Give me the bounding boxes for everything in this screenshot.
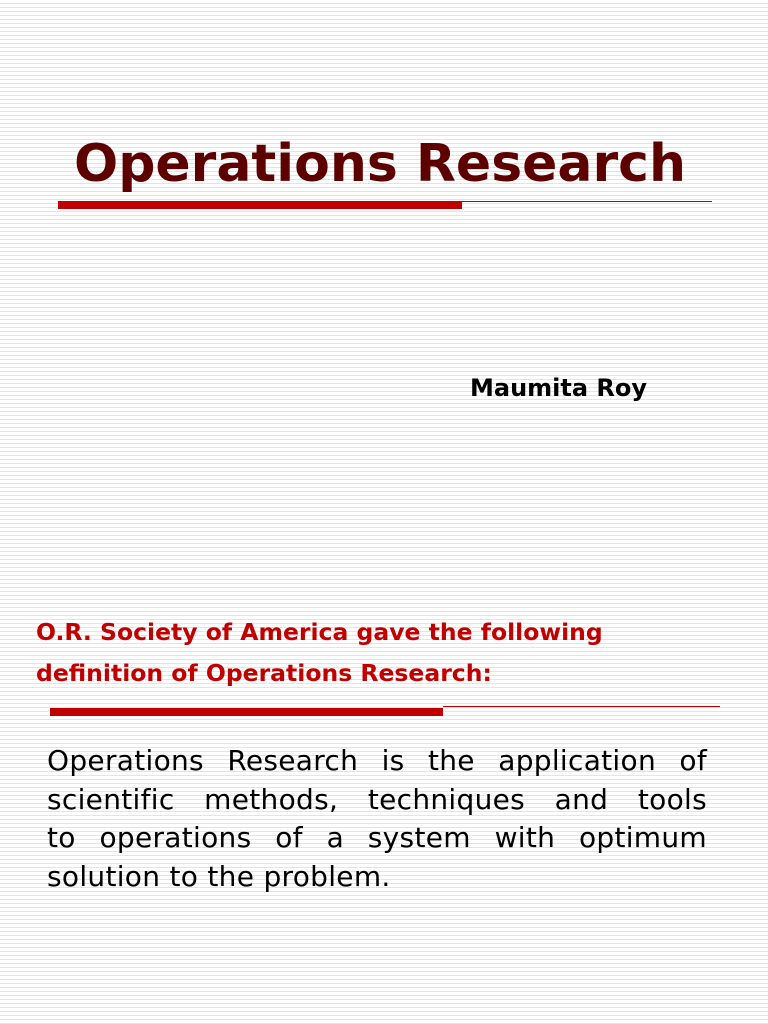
definition-heading-line-1: O.R. Society of America gave the following bbox=[36, 618, 603, 646]
title-underline-thick bbox=[58, 201, 462, 209]
definition-heading bbox=[36, 612, 760, 694]
heading-underline-thick bbox=[50, 708, 443, 716]
author-name: Maumita Roy bbox=[470, 374, 648, 402]
definition-line-2: scientific methods, techniques and tools bbox=[47, 782, 707, 816]
definition-line-1: Operations Research is the application of bbox=[47, 744, 707, 777]
definition-line-4: solution to the problem. bbox=[47, 859, 391, 893]
definition-line-3: to operations of a system with optimum bbox=[47, 821, 707, 854]
definition-heading-line-2: definition of Operations Research: bbox=[36, 659, 492, 687]
heading-underline-thin bbox=[443, 706, 720, 707]
definition-text bbox=[47, 742, 707, 896]
title-underline-thin bbox=[462, 201, 712, 202]
slide-title: Operations Research bbox=[73, 134, 686, 194]
